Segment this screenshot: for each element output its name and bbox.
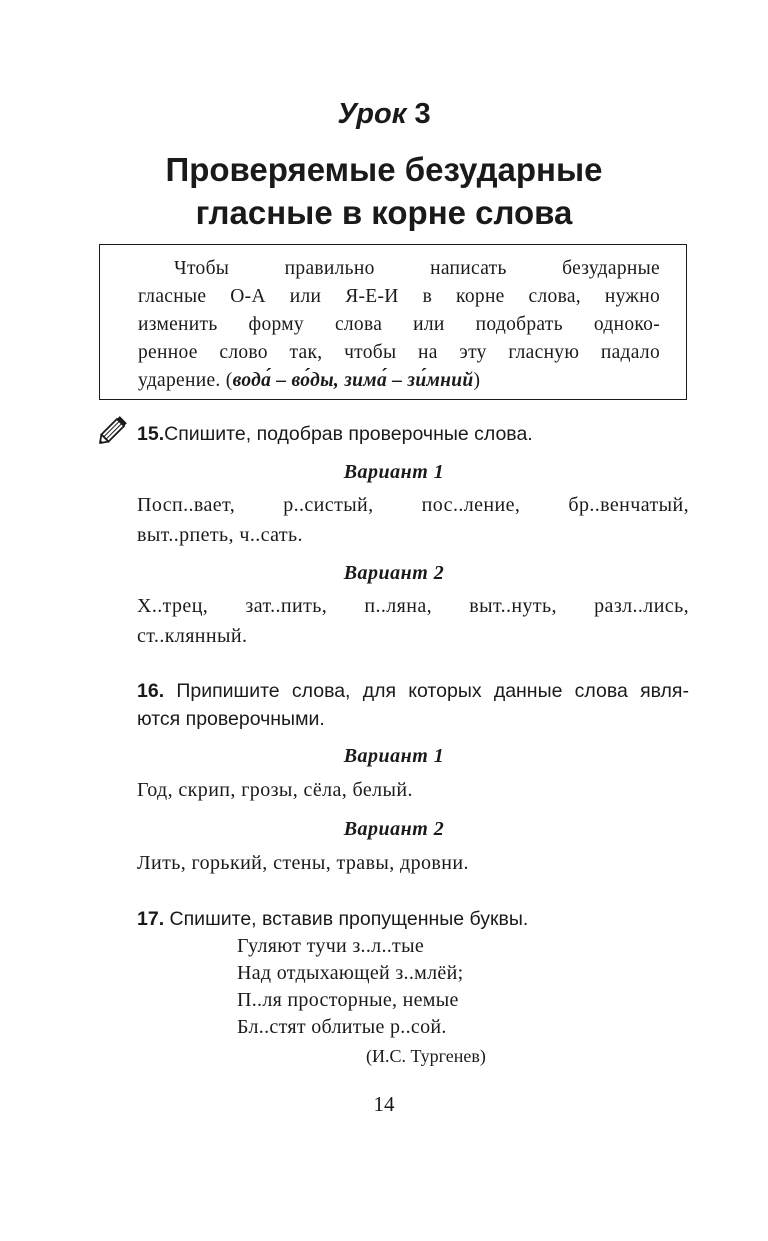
- rule-example: вода́ – во́ды, зима́ – зи́мний: [232, 370, 474, 391]
- title-line-2: гласные в корне слова: [195, 194, 573, 231]
- poem: [237, 933, 463, 1041]
- task-16-number: 16.: [137, 680, 165, 702]
- task-17-instruction: [137, 905, 528, 933]
- lesson-heading: [0, 98, 768, 131]
- poem-line: П..ля просторные, немые: [237, 989, 459, 1011]
- lesson-number: 3: [414, 98, 431, 130]
- task-15-variant-1-text: Посп..вает, р..систый, пос..ление, бр..венчатый, выт..рпеть, ч..сать.: [137, 494, 689, 546]
- rule-box: [99, 244, 687, 400]
- rule-text: [138, 255, 660, 395]
- page-title: [0, 148, 768, 234]
- task-17-text: Спишите, вставив пропущенные буквы.: [169, 908, 529, 930]
- task-15-instruction: [137, 420, 533, 448]
- poem-line: Бл..стят облитые р..сой.: [237, 1016, 447, 1038]
- task-15-number: 15.: [137, 423, 165, 445]
- task-15-variant-2-text: Х..трец, зат..пить, п..ляна, выт..нуть, разл..лись, ст..клянный.: [137, 595, 689, 647]
- poem-author: (И.С. Тургенев): [366, 1046, 486, 1066]
- rule-line-5: ударение. (вода́ – во́ды, зима́ – зи́мний): [138, 370, 481, 391]
- task-15-variant-2-label: Вариант 2: [343, 562, 445, 584]
- task-17-number: 17.: [137, 908, 165, 930]
- title-line-1: Проверяемые безударные: [165, 151, 603, 188]
- task-16-variant-2-label: Вариант 2: [343, 818, 445, 840]
- task-16-variant-1-text: Год, скрип, грозы, сёла, белый.: [137, 779, 413, 801]
- task-16-variant-2-text: Лить, горький, стены, травы, дровни.: [137, 852, 469, 874]
- lesson-word: Урок: [337, 98, 407, 130]
- poem-line: Гуляют тучи з..л..тые: [237, 935, 424, 957]
- page-number: 14: [373, 1092, 395, 1116]
- pencil-icon: [94, 413, 130, 449]
- task-16-text-line-2: ются проверочными.: [137, 708, 325, 730]
- rule-line-4: ренное слово так, чтобы на эту гласную падало: [138, 342, 660, 363]
- task-16-variant-1-label: Вариант 1: [343, 745, 445, 767]
- task-16-instruction: 16. Припишите слова, для которых данные слова явля- ются проверочными.: [137, 677, 689, 733]
- poem-line: Над отдыхающей з..млёй;: [237, 962, 464, 984]
- task-15-text: Спишите, подобрав проверочные слова.: [164, 423, 533, 445]
- task-15-variant-1-label: Вариант 1: [343, 461, 445, 483]
- rule-line-2: гласные О-А или Я-Е-И в корне слова, нужно: [138, 286, 660, 307]
- rule-line-3: изменить форму слова или подобрать одноко-: [138, 314, 660, 335]
- rule-line-1: Чтобы правильно написать безударные: [174, 258, 660, 279]
